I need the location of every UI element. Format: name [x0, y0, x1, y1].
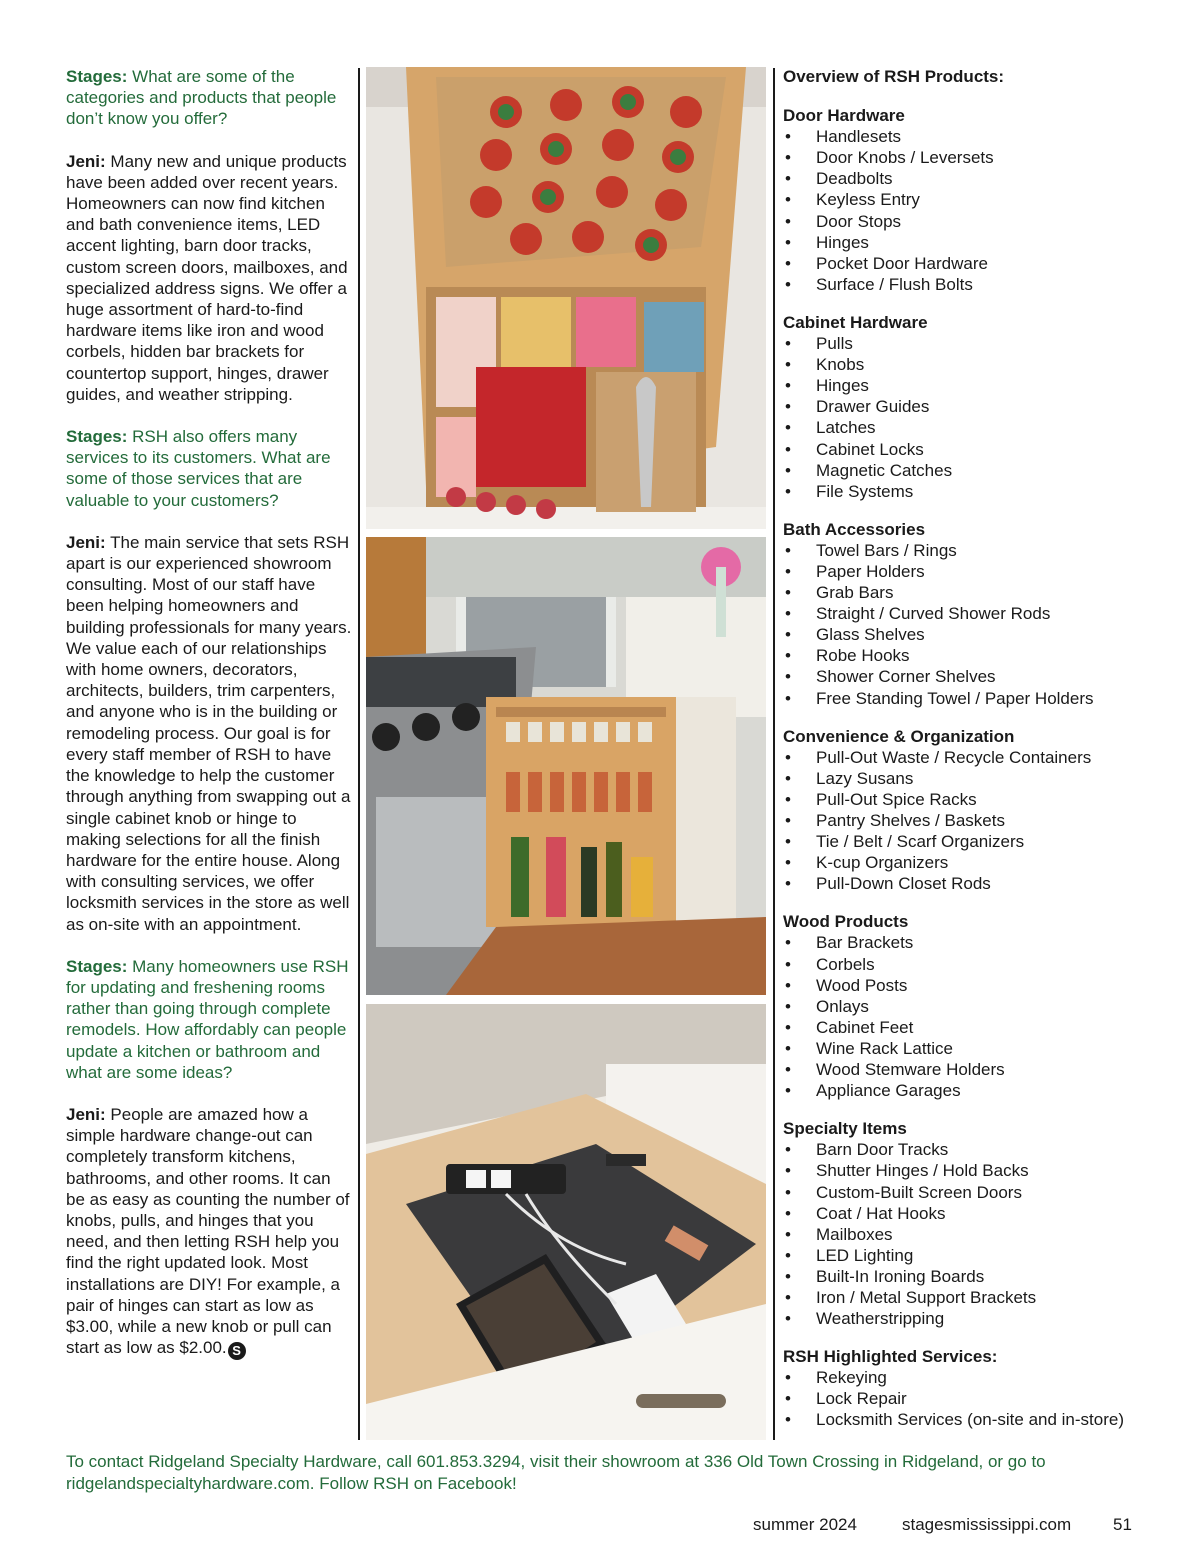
- paragraph-text: Many new and unique products have been added over recent years. Homeowners can now find kitchen and bath convenience items, LED accent lighting, barn door tracks, custom screen doors, mailboxes, and specialized address signs. We offer a huge assortment of hard-to-find hardware items like iron and wood corbels, hidden bar brackets for countertop support, hinges, drawer guides, and weather stripping.: [66, 151, 348, 404]
- list-item: • Pocket Door Hardware: [783, 253, 1163, 274]
- list-item: • Locksmith Services (on-site and in-store): [783, 1409, 1163, 1430]
- product-list: [783, 126, 1163, 295]
- list-item: • Straight / Curved Shower Rods: [783, 603, 1163, 624]
- list-item: • Magnetic Catches: [783, 460, 1163, 481]
- section-title: Convenience & Organization: [783, 726, 1015, 746]
- section-title: Specialty Items: [783, 1119, 907, 1139]
- list-item: • Surface / Flush Bolts: [783, 274, 1163, 295]
- paragraph-text: RSH also offers many services to its customers. What are some of those services that are valuable to your customers?: [66, 427, 331, 510]
- list-item: • Cabinet Locks: [783, 439, 1163, 460]
- list-item: • Paper Holders: [783, 561, 1163, 582]
- speaker-label: Stages:: [66, 67, 128, 86]
- list-item: • LED Lighting: [783, 1245, 1163, 1266]
- list-item: • Latches: [783, 417, 1163, 438]
- product-section: [783, 519, 1163, 709]
- footer-site: stagesmississippi.com: [902, 1515, 1072, 1534]
- list-item: • Mailboxes: [783, 1224, 1163, 1245]
- products-overview: [783, 66, 1163, 1448]
- list-item: • Custom-Built Screen Doors: [783, 1182, 1163, 1203]
- product-section: [783, 105, 1163, 295]
- list-item: • Shower Corner Shelves: [783, 666, 1163, 687]
- overview-sections: [783, 105, 1163, 1430]
- interview-question: [66, 66, 354, 130]
- paragraph-text: What are some of the categories and products that people don’t know you offer?: [66, 67, 337, 129]
- list-item: • Robe Hooks: [783, 645, 1163, 666]
- list-item: • Wine Rack Lattice: [783, 1038, 1163, 1059]
- list-item: • Built-In Ironing Boards: [783, 1266, 1163, 1287]
- list-item: • Hinges: [783, 375, 1163, 396]
- list-item: • Shutter Hinges / Hold Backs: [783, 1160, 1163, 1181]
- right-divider: [773, 68, 775, 1440]
- list-item: • Towel Bars / Rings: [783, 540, 1163, 561]
- list-item: • Free Standing Towel / Paper Holders: [783, 688, 1163, 709]
- product-section: [783, 726, 1163, 895]
- product-list: [783, 333, 1163, 502]
- list-item: • File Systems: [783, 481, 1163, 502]
- section-title: Bath Accessories: [783, 519, 926, 539]
- charging-drawer-photo: [366, 1004, 766, 1440]
- list-item: • Grab Bars: [783, 582, 1163, 603]
- list-item: • Onlays: [783, 996, 1163, 1017]
- section-title: Cabinet Hardware: [783, 312, 928, 332]
- kcup-drawer-photo: [366, 67, 766, 529]
- list-item: • Pulls: [783, 333, 1163, 354]
- product-list: [783, 1367, 1163, 1430]
- product-list: [783, 1139, 1163, 1329]
- left-divider: [358, 68, 360, 1440]
- list-item: • Weatherstripping: [783, 1308, 1163, 1329]
- list-item: • Bar Brackets: [783, 932, 1163, 953]
- list-item: • Appliance Garages: [783, 1080, 1163, 1101]
- list-item: • Barn Door Tracks: [783, 1139, 1163, 1160]
- interview-column: [66, 66, 354, 1381]
- list-item: • Pull-Out Waste / Recycle Containers: [783, 747, 1163, 768]
- footer-issue: summer 2024: [753, 1515, 857, 1534]
- end-mark-icon: S: [228, 1342, 246, 1360]
- spice-rack-photo: [366, 537, 766, 995]
- list-item: • Knobs: [783, 354, 1163, 375]
- list-item: • Door Knobs / Leversets: [783, 147, 1163, 168]
- overview-title: Overview of RSH Products:: [783, 67, 1005, 86]
- list-item: • Lock Repair: [783, 1388, 1163, 1409]
- list-item: • Tie / Belt / Scarf Organizers: [783, 831, 1163, 852]
- paragraph-text: People are amazed how a simple hardware change-out can completely transform kitchens, bathrooms, and other rooms. It can be as easy as counting the number of knobs, pulls, and hinges that you need, and then letting RSH help you find the right updated look. Most installations are DIY! For example, a pair of hinges can start as low as $3.00, while a new knob or pull can start as low as $2.00.: [66, 1104, 350, 1358]
- product-list: [783, 932, 1163, 1101]
- list-item: • Keyless Entry: [783, 189, 1163, 210]
- section-title: Wood Products: [783, 912, 909, 932]
- list-item: • Pull-Out Spice Racks: [783, 789, 1163, 810]
- list-item: • Rekeying: [783, 1367, 1163, 1388]
- interview-answer: [66, 532, 354, 935]
- list-item: • Door Stops: [783, 211, 1163, 232]
- paragraph-text: The main service that sets RSH apart is our experienced showroom consulting. Most of our staff have been helping homeowners and building professionals for many years. We value each of our relationships with home owners, decorators, architects, builders, trim carpenters, and anyone who is in the building or remodeling process. Our goal is for every staff member of RSH to have the knowledge to help the customer through anything from swapping out a single cabinet knob or hinge to making selections for all the finish hardware for the entire house. Along with consulting services, we offer locksmith services in the store as well as on-site with an appointment.: [66, 532, 352, 934]
- speaker-label: Jeni:: [66, 1104, 106, 1124]
- speaker-label: Stages:: [66, 427, 128, 447]
- list-item: • Glass Shelves: [783, 624, 1163, 645]
- list-item: • Pull-Down Closet Rods: [783, 873, 1163, 894]
- product-section: [783, 1118, 1163, 1329]
- speaker-label: Jeni:: [66, 532, 106, 552]
- speaker-label: Jeni:: [66, 151, 106, 171]
- list-item: • Wood Posts: [783, 975, 1163, 996]
- page-number: 51: [1113, 1515, 1132, 1534]
- list-item: • Wood Stemware Holders: [783, 1059, 1163, 1080]
- product-list: [783, 747, 1163, 895]
- product-section: [783, 312, 1163, 502]
- list-item: • Iron / Metal Support Brackets: [783, 1287, 1163, 1308]
- list-item: • Drawer Guides: [783, 396, 1163, 417]
- list-item: • Coat / Hat Hooks: [783, 1203, 1163, 1224]
- section-title: RSH Highlighted Services:: [783, 1347, 998, 1367]
- product-section: [783, 911, 1163, 1101]
- list-item: • Corbels: [783, 954, 1163, 975]
- product-list: [783, 540, 1163, 709]
- interview-answer: [66, 1104, 354, 1360]
- speaker-label: Stages:: [66, 956, 128, 976]
- product-section: [783, 1346, 1163, 1430]
- list-item: • Lazy Susans: [783, 768, 1163, 789]
- list-item: • Pantry Shelves / Baskets: [783, 810, 1163, 831]
- list-item: • Cabinet Feet: [783, 1017, 1163, 1038]
- interview-question: [66, 956, 354, 1083]
- section-title: Door Hardware: [783, 106, 905, 126]
- list-item: • K-cup Organizers: [783, 852, 1163, 873]
- list-item: • Deadbolts: [783, 168, 1163, 189]
- contact-info: To contact Ridgeland Specialty Hardware, call 601.853.3294, visit their showroom at 336 Old Town Crossing in Ridgeland, or go to ridgelandspecialtyhardware.com. Follow RSH on Facebook!: [66, 1452, 1046, 1493]
- interview-question: [66, 426, 354, 511]
- list-item: • Hinges: [783, 232, 1163, 253]
- interview-answer: [66, 151, 354, 405]
- paragraph-text: Many homeowners use RSH for updating and freshening rooms rather than going through complete remodels. How affordably can people update a kitchen or bathroom and what are some ideas?: [66, 956, 349, 1082]
- list-item: • Handlesets: [783, 126, 1163, 147]
